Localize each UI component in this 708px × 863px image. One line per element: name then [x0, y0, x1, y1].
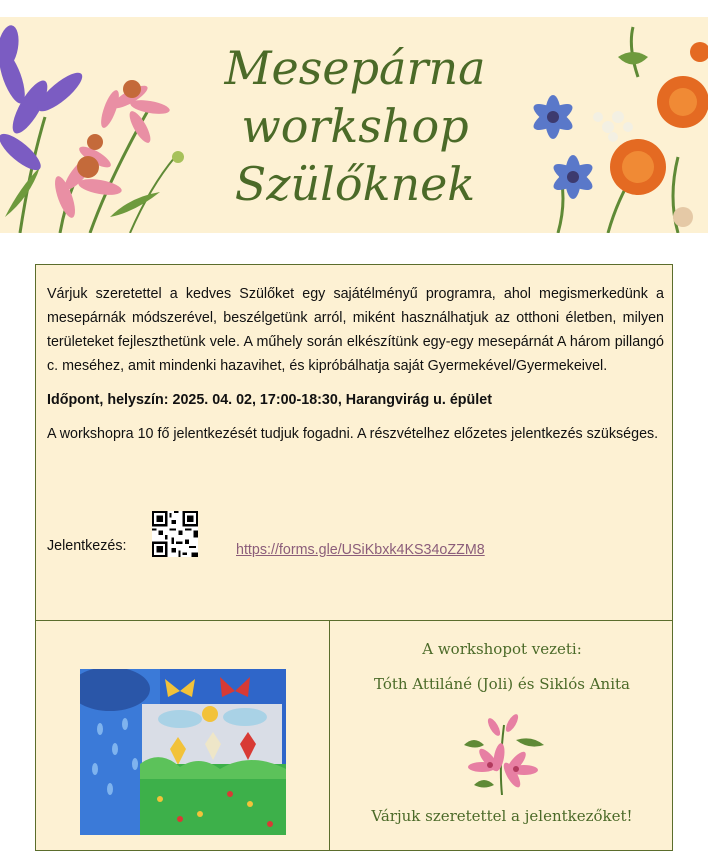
capacity-text: A workshopra 10 fő jelentkezését tudjuk fogadni. A részvételhez előzetes jelentkezés szükséges.	[47, 426, 659, 442]
wildflowers-right-illustration	[518, 17, 708, 233]
closing-text: Várjuk szeretettel a jelentkezőket!	[371, 807, 633, 825]
column-divider	[329, 620, 330, 851]
section-divider	[36, 620, 672, 621]
intro-paragraph: Várjuk szeretettel a kedves Szülőket egy sajátélményű programra, ahol megismerkedünk a mesepárnák módszerével, beszélgetünk arról, miként használhatjuk az otthoni életben, milyen területeket fejleszthetünk vele. A műhely során elkészítünk egy-egy mesepárnát A három pillangó c. meséhez, amit mindenki hazavihet, és kipróbálhatja saját Gyermekével/Gyermekeivel.	[47, 286, 664, 374]
title-line-3: Szülőknek	[234, 157, 476, 211]
host-names: Tóth Attiláné (Joli) és Siklós Anita	[374, 675, 630, 693]
story-pillow-photo	[80, 669, 286, 835]
time-place: Időpont, helyszín: 2025. 04. 02, 17:00-18:30, Harangvirág u. épület	[47, 392, 492, 408]
intro-text	[47, 282, 664, 456]
host-heading: A workshopot vezeti:	[422, 640, 582, 658]
lily-illustration	[454, 705, 550, 795]
title-line-1: Mesepárna	[224, 41, 486, 95]
header-banner	[0, 17, 708, 233]
banner-title	[170, 39, 540, 213]
registration-label: Jelentkezés:	[47, 538, 127, 554]
qr-code-icon	[152, 511, 198, 557]
info-panel	[35, 264, 673, 851]
registration-link[interactable]: https://forms.gle/USiKbxk4KS34oZZM8	[236, 542, 485, 558]
title-line-2: workshop	[241, 99, 469, 153]
